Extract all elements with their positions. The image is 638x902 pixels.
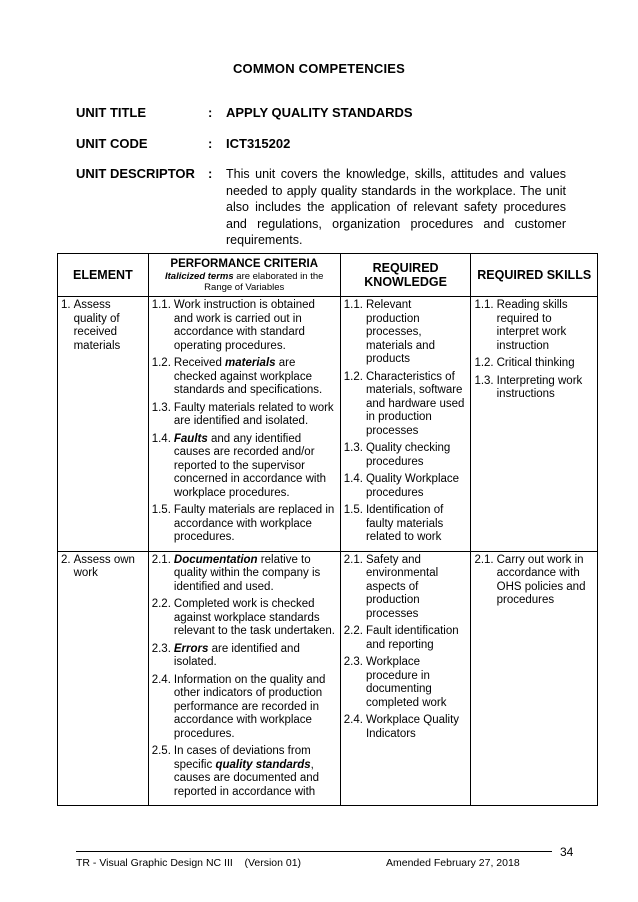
performance-criteria-cell [148,297,340,552]
required-knowledge-text: Fault identification and reporting [365,625,459,651]
required-skills-text: Interpreting work instructions [496,374,583,400]
criteria-italic-term: Errors [173,642,209,655]
criteria-italic-term: quality standards [215,758,311,771]
unit-code-label: UNIT CODE [76,136,148,151]
required-knowledge-number: 2.3. [343,656,363,668]
required-knowledge-number: 1.5. [343,504,363,516]
criteria-number: 1.3. [151,401,171,414]
footer-doc-info: TR - Visual Graphic Design NC III (Version 01) [76,857,302,869]
criteria-text-pre: Completed work is checked against workplace standards relevant to the task undertaken. [173,598,335,637]
required-skills-text: Carry out work in accordance with OHS policies and procedures [496,553,586,606]
required-knowledge-number: 1.1. [343,299,363,311]
required-skills-number: 1.2. [474,357,494,369]
element-cell [58,551,149,806]
element-text: Assess own work [73,553,135,579]
required-skills-item [474,357,594,371]
required-knowledge-text: Characteristics of materials, software and hardware used in production processes [365,370,465,437]
element-item [61,554,145,581]
criteria-text-post: relative to quality within the company is identified and used. [173,553,321,593]
criteria-text [174,554,337,595]
criteria-number: 1.2. [151,357,171,369]
criteria-text [174,598,337,639]
criteria-number: 2.1. [151,553,171,566]
required-knowledge-text: Workplace procedure in documenting completed work [365,656,447,709]
required-knowledge-item [344,299,468,367]
criteria-item [152,504,337,545]
criteria-text-pre: Received [173,357,226,369]
required-knowledge-number: 2.2. [343,625,363,637]
criteria-text [174,504,337,545]
required-skills-item [474,299,594,353]
criteria-item [152,643,337,670]
criteria-italic-term: Documentation [173,553,258,566]
required-skills-text: Reading skills required to interpret work instruction [496,299,568,352]
required-knowledge-item [344,442,468,469]
criteria-text-pre: Faulty materials are replaced in accordance with workplace procedures. [173,504,335,543]
unit-title-colon: : [208,105,213,120]
criteria-number: 1.4. [151,432,171,445]
criteria-item [152,745,337,799]
criteria-text-pre: Work instruction is obtained and work is carried out in accordance with standard operating procedures. [173,299,315,352]
criteria-number: 1.5. [151,504,171,516]
required-knowledge-cell [340,297,471,552]
criteria-number: 2.3. [151,642,171,655]
criteria-item [152,299,337,353]
required-knowledge-item [344,371,468,439]
criteria-text-pre: In cases of deviations from specific [173,745,311,771]
required-knowledge-number: 1.4. [343,473,363,485]
competency-table [57,253,598,806]
unit-title-label: UNIT TITLE [76,105,147,120]
element-number: 1. [61,299,71,311]
criteria-text [174,674,337,742]
criteria-text [174,402,337,429]
required-skills-number: 1.3. [474,374,494,387]
criteria-number: 2.2. [151,598,171,610]
page-title: COMMON COMPETENCIES [232,61,406,76]
required-knowledge-item [344,714,468,741]
header-required-knowledge: REQUIRED KNOWLEDGE [340,254,471,297]
table-row [58,297,598,552]
unit-descriptor-text: This unit covers the knowledge, skills, attitudes and values needed to apply quality standards in the workplace. The unit also includes the application of relevant safety procedures and regulations, organization procedures and customer requirements. [226,167,566,247]
required-skills-cell [471,551,598,806]
required-knowledge-text: Identification of faulty materials related to work [365,504,444,543]
criteria-text-post: , causes are documented and reported in accordance with [173,758,320,798]
header-pc-note-italic: Italicized terms [165,270,234,282]
required-knowledge-cell [340,551,471,806]
performance-criteria-cell [148,551,340,806]
header-required-skills: REQUIRED SKILLS [471,254,598,297]
required-knowledge-item [344,504,468,545]
criteria-item [152,598,337,639]
element-item [61,299,145,353]
required-knowledge-text: Quality checking procedures [365,442,451,468]
table-row [58,551,598,806]
required-knowledge-item [344,625,468,652]
required-knowledge-number: 2.4. [343,714,363,726]
criteria-italic-term: materials [225,357,276,369]
element-number: 2. [61,553,71,566]
required-skills-item [474,554,594,608]
required-skills-number: 2.1. [474,553,494,566]
criteria-italic-term: Faults [173,432,208,445]
required-knowledge-text: Relevant production processes, materials and products [365,299,435,365]
criteria-text [174,745,337,799]
criteria-text [174,299,337,353]
header-pc-note-rest: are elaborated in the Range of Variables [204,270,324,293]
required-knowledge-text: Safety and environmental aspects of production processes [365,553,439,620]
required-skills-item [474,375,594,402]
required-skills-cell [471,297,598,552]
header-performance-criteria [148,254,340,297]
header-element: ELEMENT [58,254,149,297]
required-skills-text: Critical thinking [496,357,575,369]
footer-divider [76,851,552,852]
header-performance-criteria-label: PERFORMANCE CRITERIA [170,257,319,270]
required-knowledge-item [344,554,468,622]
page-number: 34 [560,845,574,859]
unit-code-colon: : [208,136,213,151]
required-knowledge-item [344,473,468,500]
criteria-item [152,554,337,595]
table-header-row [58,254,598,297]
criteria-number: 1.1. [151,299,171,311]
unit-code-value: ICT315202 [226,136,291,151]
required-knowledge-number: 1.2. [343,370,363,383]
criteria-text [174,433,337,501]
criteria-item [152,433,337,501]
unit-title-value: APPLY QUALITY STANDARDS [226,105,413,120]
criteria-text-post: are identified and isolated. [173,642,300,668]
criteria-text-pre: Faulty materials related to work are identified and isolated. [173,401,334,427]
criteria-text [174,643,337,670]
required-skills-number: 1.1. [474,299,494,311]
footer-amended-date: Amended February 27, 2018 [386,857,520,869]
unit-descriptor-colon: : [208,166,213,181]
required-knowledge-number: 1.3. [343,442,363,454]
criteria-item [152,357,337,398]
criteria-number: 2.5. [151,745,171,757]
criteria-text-pre: Information on the quality and other indicators of production performance are recorded in accordance with workplace procedures. [173,673,326,740]
required-knowledge-item [344,656,468,710]
element-text: Assess quality of received materials [73,299,121,352]
required-knowledge-text: Quality Workplace procedures [365,473,460,499]
criteria-number: 2.4. [151,673,171,686]
unit-descriptor-label: UNIT DESCRIPTOR [76,166,195,181]
required-knowledge-text: Workplace Quality Indicators [365,714,460,740]
required-knowledge-number: 2.1. [343,553,363,566]
criteria-text-post: are checked against workplace standards and specifications. [173,357,323,396]
element-cell [58,297,149,552]
table-body [58,297,598,806]
criteria-item [152,402,337,429]
criteria-text [174,357,337,398]
criteria-text-post: and any identified causes are recorded and/or reported to the supervisor concerned in accordance with workplace procedures. [173,432,327,499]
criteria-item [152,674,337,742]
header-pc-note [152,271,337,293]
